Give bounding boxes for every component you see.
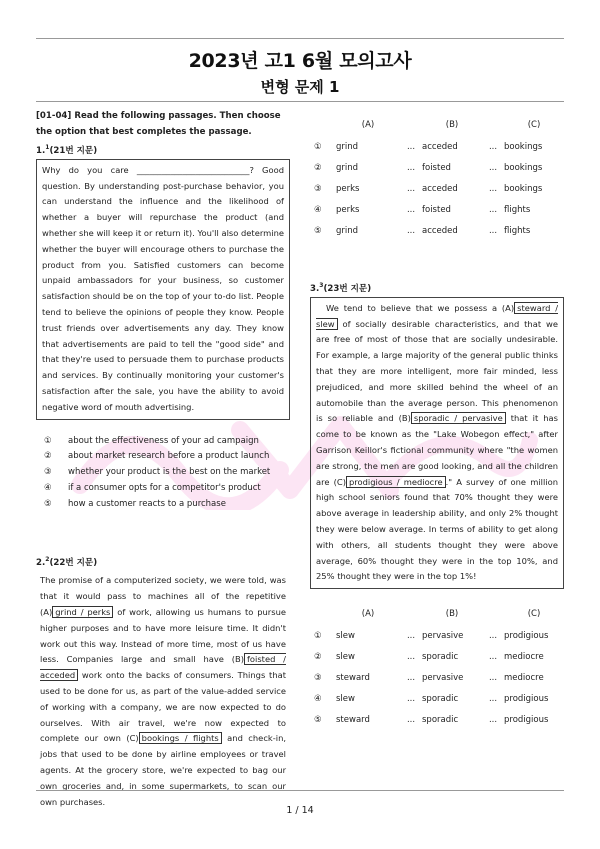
choice-b: sporadic bbox=[422, 714, 459, 725]
choice-number: ④ bbox=[314, 204, 322, 215]
choice-c: prodigious bbox=[504, 693, 549, 704]
answer-box-b: sporadic / pervasive bbox=[411, 412, 506, 424]
option-text: about the effectiveness of your ad campaign bbox=[68, 435, 259, 446]
passage-text: of socially desirable characteristics, and that we are free of most of those that are socially undesirable. For example, a large majority of the general public thinks that they are more intelligent, more fair minded, less prejudiced, and more skilled behind the wheel of an automobile than the average person. This phenomenon is so reliable and (B) bbox=[316, 318, 558, 424]
choice-b: acceded bbox=[422, 141, 458, 152]
passage-text: that it has come to be known as the "Lake Wobegon effect," after Garrison Keillor's fictional community where "the women are strong, the men are good looking, and all the children are (C) bbox=[316, 413, 558, 487]
dots: ... bbox=[488, 225, 498, 236]
choice-row-1[interactable] bbox=[310, 625, 564, 646]
question-3-passage bbox=[310, 297, 564, 589]
choice-b: pervasive bbox=[422, 672, 464, 683]
dots: ... bbox=[406, 651, 416, 662]
choice-b: pervasive bbox=[422, 630, 464, 641]
choice-row-2[interactable] bbox=[310, 646, 564, 667]
dots: ... bbox=[406, 141, 416, 152]
choice-a: slew bbox=[336, 693, 355, 704]
question-1-passage: Why do you care ___________________________? Good question. By understanding post-purchase behavior, you can understand the influence and the likelihood of whether a buyer will repurchase the product (and whether she will keep it or return it). You'll also determine whether the buyer will encourage others to purchase the product from you. Satisfied customers can become unpaid ambassadors for your business, so customer satisfaction should be on the top of your to-do list. People tend to believe the opinions of people they know. People trust friends over advertisements any day. They know that advertisements are paid to tell the "good side" and that they're used to persuade them to purchase products and services. By continually monitoring your customer's satisfaction after the sale, you have the ability to avoid negative word of mouth advertising. bbox=[36, 159, 290, 420]
question-number: 1. bbox=[36, 145, 46, 156]
passage-text: work onto the backs of consumers. Things that used to be done for us, as part of the value-added service of working with a company, we are now expected to do ourselves. With air travel, we're now expected to complete our own (C) bbox=[40, 670, 286, 744]
choice-a: slew bbox=[336, 651, 355, 662]
header-rule bbox=[36, 101, 564, 102]
option-number: ① bbox=[44, 435, 52, 446]
dots: ... bbox=[488, 141, 498, 152]
footnote-mark: 2 bbox=[45, 555, 50, 563]
choice-b: acceded bbox=[422, 183, 458, 194]
answer-box-c: bookings / flights bbox=[139, 732, 222, 744]
choice-number: ⑤ bbox=[314, 225, 322, 236]
choice-number: ③ bbox=[314, 672, 322, 683]
question-number: 2. bbox=[36, 557, 46, 568]
dots: ... bbox=[488, 714, 498, 725]
option-text: about market research before a product launch bbox=[68, 451, 270, 462]
header-a: (A) bbox=[361, 609, 375, 620]
dots: ... bbox=[406, 162, 416, 173]
header-c: (C) bbox=[527, 609, 541, 620]
choice-a: grind bbox=[336, 225, 359, 236]
choice-number: ⑤ bbox=[314, 714, 322, 725]
choice-row-1[interactable] bbox=[310, 136, 564, 157]
answer-box-a: grind / perks bbox=[52, 606, 113, 618]
option-5[interactable] bbox=[36, 497, 290, 513]
header-a: (A) bbox=[361, 120, 375, 130]
option-text: whether your product is the best on the market bbox=[68, 467, 271, 478]
question-number: 3. bbox=[310, 283, 320, 294]
dots: ... bbox=[406, 183, 416, 194]
choice-a: grind bbox=[336, 162, 359, 173]
passage-ref: (21번 지문) bbox=[49, 145, 98, 156]
header-b: (B) bbox=[445, 609, 459, 620]
choice-b: acceded bbox=[422, 225, 458, 236]
choices-header bbox=[310, 114, 564, 136]
option-number: ② bbox=[44, 451, 52, 462]
dots: ... bbox=[488, 672, 498, 683]
choice-row-4[interactable] bbox=[310, 199, 564, 220]
choice-row-2[interactable] bbox=[310, 157, 564, 178]
right-column bbox=[310, 108, 564, 730]
dots: ... bbox=[488, 630, 498, 641]
dots: ... bbox=[488, 204, 498, 215]
option-number: ③ bbox=[44, 467, 52, 478]
choice-c: mediocre bbox=[504, 672, 544, 683]
footnote-mark: 3 bbox=[319, 282, 324, 289]
question-2-choices bbox=[310, 114, 564, 241]
choice-c: bookings bbox=[504, 183, 543, 194]
answer-box-c: prodigious / mediocre bbox=[346, 476, 446, 488]
answer-box-a: steward / slew bbox=[316, 302, 559, 329]
option-4[interactable] bbox=[36, 481, 290, 497]
instructions: [01-04] Read the following passages. Then choose the option that best completes the passage. bbox=[36, 111, 281, 137]
choice-row-5[interactable] bbox=[310, 709, 564, 730]
passage-text: We tend to believe that we possess a (A) bbox=[326, 302, 515, 313]
choice-a: steward bbox=[336, 714, 370, 725]
choice-number: ② bbox=[314, 162, 322, 173]
choice-row-5[interactable] bbox=[310, 220, 564, 241]
page-number: 1 / 14 bbox=[286, 805, 314, 816]
page-subtitle: 변형 문제 1 bbox=[260, 78, 340, 96]
choice-c: prodigious bbox=[504, 714, 549, 725]
dots: ... bbox=[488, 693, 498, 704]
answer-box-b: foisted / acceded bbox=[40, 654, 286, 681]
choice-c: bookings bbox=[504, 141, 543, 152]
question-2-passage bbox=[36, 570, 290, 813]
choice-number: ① bbox=[314, 630, 322, 641]
dots: ... bbox=[488, 651, 498, 662]
top-rule bbox=[36, 38, 564, 39]
choice-c: mediocre bbox=[504, 651, 544, 662]
dots: ... bbox=[488, 162, 498, 173]
option-text: if a consumer opts for a competitor's product bbox=[68, 483, 261, 493]
footer-rule bbox=[36, 790, 564, 791]
dots: ... bbox=[406, 672, 416, 683]
choice-number: ② bbox=[314, 651, 322, 662]
choice-b: foisted bbox=[422, 162, 451, 173]
left-column bbox=[36, 108, 290, 813]
choice-c: prodigious bbox=[504, 630, 549, 641]
option-1[interactable] bbox=[36, 434, 290, 450]
question-2-heading bbox=[36, 553, 290, 570]
dots: ... bbox=[406, 225, 416, 236]
question-1-options bbox=[36, 434, 290, 513]
choice-number: ① bbox=[314, 141, 322, 152]
passage-text: of work, allowing us humans to pursue higher purposes and to have more leisure time. It didn't work out this way. Instead of more time, most of us have less. Companies large and small have (B) bbox=[40, 607, 286, 665]
question-1-heading bbox=[36, 141, 290, 158]
choice-c: flights bbox=[504, 225, 531, 236]
choices-header bbox=[310, 603, 564, 625]
choice-b: sporadic bbox=[422, 651, 459, 662]
passage-text: The promise of a computerized society, we were told, was that it would pass to machines all of the repetitive (A) bbox=[40, 575, 286, 618]
choice-a: steward bbox=[336, 672, 370, 683]
header-b: (B) bbox=[445, 120, 459, 130]
choice-row-3[interactable] bbox=[310, 178, 564, 199]
choice-a: perks bbox=[336, 183, 360, 194]
dots: ... bbox=[488, 183, 498, 194]
choice-a: slew bbox=[336, 630, 355, 641]
choice-c: bookings bbox=[504, 162, 543, 173]
choice-c: flights bbox=[504, 204, 531, 215]
choice-number: ③ bbox=[314, 183, 322, 194]
option-text: how a customer reacts to a purchase bbox=[68, 498, 226, 509]
choice-number: ④ bbox=[314, 693, 322, 704]
passage-ref: (22번 지문) bbox=[49, 557, 98, 568]
dots: ... bbox=[406, 204, 416, 215]
question-3-heading bbox=[310, 279, 564, 296]
option-2[interactable] bbox=[36, 449, 290, 465]
dots: ... bbox=[406, 630, 416, 641]
choice-b: sporadic bbox=[422, 693, 459, 704]
passage-text: ." A survey of one million high school seniors found that 70% thought they were above average in leadership ability, and only 2% thought they were below average. In terms of ability to get along with others, all students thought they were above average, 60% thought they were in the top 10%, and 25% thought they were in the top 1%! bbox=[316, 476, 559, 582]
passage-text: and check-in, jobs that used to be done by airline employees or travel agents. At the grocery store, we're expected to bag our own groceries and, in some supermarkets, to scan our own purchases. bbox=[40, 733, 287, 807]
choice-b: foisted bbox=[422, 204, 451, 215]
choice-row-3[interactable] bbox=[310, 667, 564, 688]
dots: ... bbox=[406, 714, 416, 725]
page-title: 2023년 고1 6월 모의고사 bbox=[188, 50, 412, 72]
option-number: ⑤ bbox=[44, 498, 52, 509]
dots: ... bbox=[406, 693, 416, 704]
question-3-choices bbox=[310, 603, 564, 730]
choice-a: perks bbox=[336, 204, 360, 215]
choice-row-4[interactable] bbox=[310, 688, 564, 709]
option-number: ④ bbox=[44, 483, 52, 493]
header-c: (C) bbox=[527, 120, 541, 130]
footnote-mark: 1 bbox=[45, 144, 50, 151]
option-3[interactable] bbox=[36, 465, 290, 481]
choice-a: grind bbox=[336, 141, 359, 152]
passage-ref: (23번 지문) bbox=[323, 283, 372, 294]
